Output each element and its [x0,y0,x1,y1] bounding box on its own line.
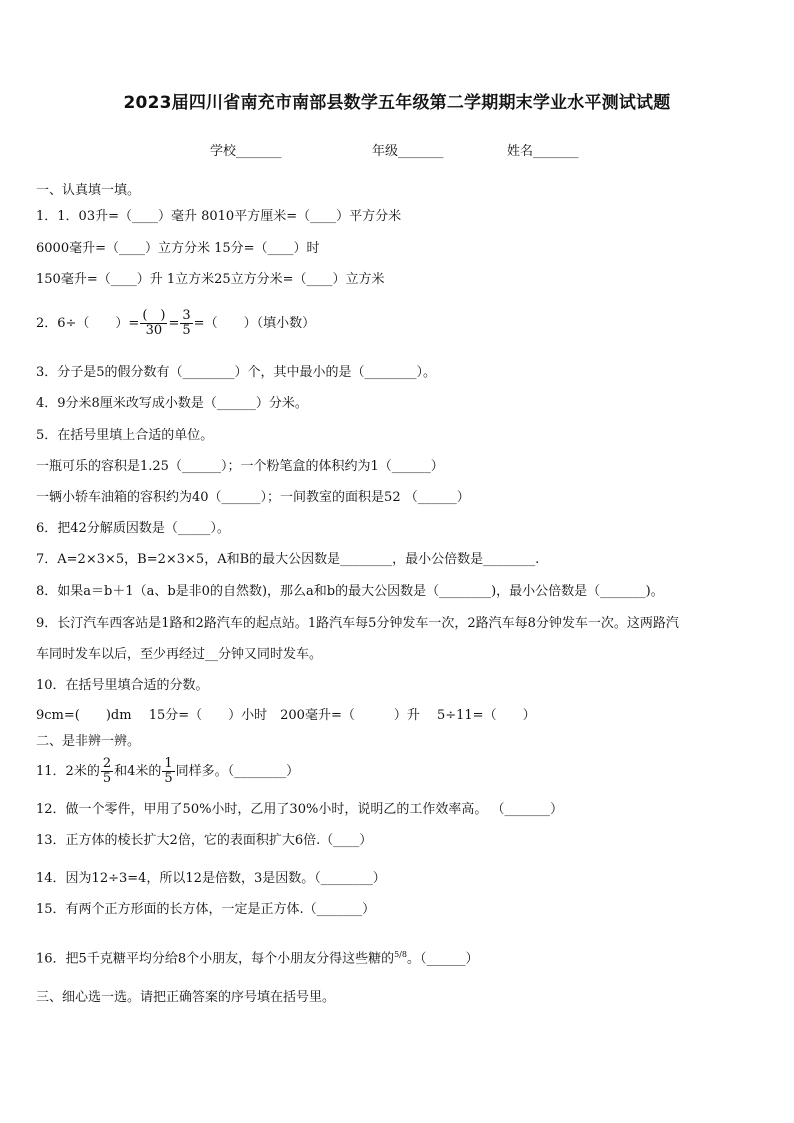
question-11-fraction-2 [162,757,174,786]
name-field: 姓名_______ [507,144,579,159]
question-7: 7．A=2×3×5，B=2×3×5，A和B的最大公因数是________，最小公倍数是________. [36,552,540,567]
section-1-heading: 一、认真填一填。 [36,183,141,198]
section-3-heading: 三、细心选一选。请把正确答案的序号填在括号里。 [36,990,336,1005]
question-2-text-b: =（ ）（填小数） [193,316,316,331]
question-15: 15．有两个正方形面的长方体，一定是正方体.（_______） [36,902,376,917]
question-8: 8．如果a＝b＋1（a、b是非0的自然数)，那么a和b的最大公因数是（________)，最小公倍数是（_______)。 [36,584,664,599]
fraction-numerator: 2 [102,756,112,771]
question-16 [36,946,478,968]
question-1-line-2: 6000毫升=（____）立方分米 15分=（____）时 [36,241,320,256]
question-3: 3．分子是5的假分数有（________）个，其中最小的是（________）。 [36,365,437,380]
grade-field: 年级_______ [372,144,444,159]
school-field: 学校_______ [210,144,282,159]
question-2-fraction-1 [140,309,167,338]
fraction-numerator: ( ) [142,308,166,323]
question-11-text-c: 同样多。（________） [175,764,300,779]
question-11-text-a: 11．2米的 [36,764,100,779]
question-1-line-3: 150毫升=（____）升 1立方米25立方分米=（____）立方米 [36,272,385,287]
question-11-text-b: 和4米的 [114,764,162,779]
question-4: 4．9分米8厘米改写成小数是（______）分米。 [36,396,308,411]
question-6: 6．把42分解质因数是（_____）。 [36,521,230,536]
fraction-denominator: 5 [102,771,112,786]
question-5-line-1: 一瓶可乐的容积是1.25（______）；一个粉笔盒的体积约为1（______） [36,459,444,474]
question-16-text-a: 16．把5千克糖平均分给8个小朋友，每个小朋友分得这些糖的 [36,951,395,967]
question-2-equals: = [168,316,180,331]
question-16-fraction: 5/8 [394,950,407,959]
question-13: 13．正方体的棱长扩大2倍，它的表面积扩大6倍.（____） [36,833,373,848]
question-12: 12．做一个零件，甲用了50%小时，乙用了30%小时，说明乙的工作效率高。 （_______） [36,802,563,817]
question-9-line-1: 9．长汀汽车西客站是1路和2路汽车的起点站。1路汽车每5分钟发车一次，2路汽车每8分钟发车一次。这两路汽 [36,616,679,631]
question-2-fraction-2 [180,309,192,338]
question-5-line-2: 一辆小轿车油箱的容积约为40（______）；一间教室的面积是52 （______） [36,490,470,505]
fraction-denominator: 5 [164,771,173,786]
question-5-heading: 5．在括号里填上合适的单位。 [36,428,214,443]
question-9-line-2: 车同时发车以后，至少再经过__分钟又同时发车。 [36,647,323,662]
question-14: 14．因为12÷3=4，所以12是倍数，3是因数。（________） [36,871,386,886]
question-11 [36,754,299,790]
fraction-numerator: 1 [164,756,173,771]
question-2 [36,306,315,342]
section-2-heading: 二、是非辨一辨。 [36,734,141,749]
fraction-denominator: 30 [145,323,163,338]
question-11-fraction-1 [101,757,113,786]
question-10-heading: 10．在括号里填合适的分数。 [36,678,209,693]
question-2-text-a: 2．6÷（ ）= [36,316,140,331]
question-10-line-1: 9cm=( )dm 15分=（ ）小时 200毫升=（ ）升 5÷11=（ ） [36,708,536,723]
question-1-line-1: 1．1．03升=（____）毫升 8010平方厘米=（____）平方分米 [36,209,402,224]
fraction-denominator: 5 [182,323,191,338]
fraction-numerator: 3 [182,308,191,323]
page-title: 2023届四川省南充市南部县数学五年级第二学期期末学业水平测试试题 [123,93,671,113]
question-16-text-b: 。（______） [406,951,479,967]
